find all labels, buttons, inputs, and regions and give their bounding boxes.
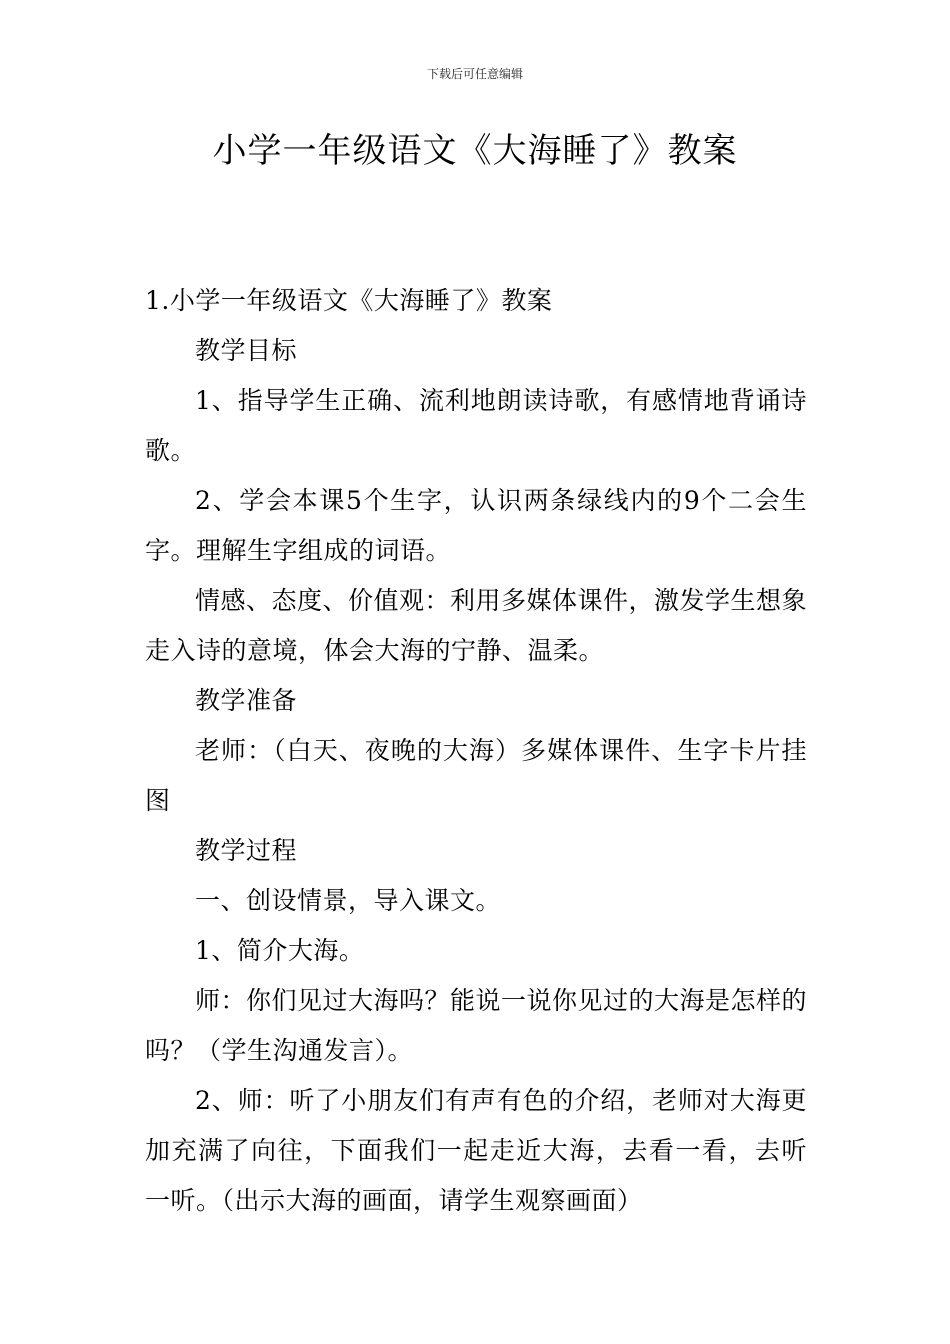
document-title: 小学一年级语文《大海睡了》教案 [212, 131, 738, 171]
paragraph-goal-emotion: 情感、态度、价值观：利用多媒体课件，激发学生想象走入诗的意境，体会大海的宁静、温柔。 [145, 586, 808, 665]
paragraph-step-1: 一、创设情景，导入课文。 [195, 886, 502, 915]
paragraph-teacher-question: 师：你们见过大海吗？能说一说你见过的大海是怎样的吗？（学生沟通发言）。 [145, 986, 808, 1065]
paragraph-goal-2: 2、学会本课5个生字，认识两条绿线内的9个二会生字。理解生字组成的词语。 [145, 486, 807, 565]
paragraph-preparation-teacher: 老师：（白天、夜晚的大海）多媒体课件、生字卡片挂图 [145, 736, 807, 815]
paragraph-teaching-goals-heading: 教学目标 [195, 336, 298, 365]
paragraph-step-1-1: 1、简介大海。 [195, 936, 365, 965]
paragraph-goal-1: 1、指导学生正确、流利地朗读诗歌，有感情地背诵诗歌。 [145, 386, 807, 465]
paragraph-heading-line: 1.小学一年级语文《大海睡了》教案 [145, 286, 553, 315]
header-note: 下载后可任意编辑 [426, 67, 523, 81]
document-body [145, 276, 807, 1226]
paragraph-step-1-2: 2、师：听了小朋友们有声有色的介绍，老师对大海更加充满了向往，下面我们一起走近大海，去看一看，去听一听。（出示大海的画面，请学生观察画面） [145, 1086, 807, 1215]
paragraph-preparation-heading: 教学准备 [195, 686, 298, 715]
paragraph-process-heading: 教学过程 [195, 836, 298, 865]
